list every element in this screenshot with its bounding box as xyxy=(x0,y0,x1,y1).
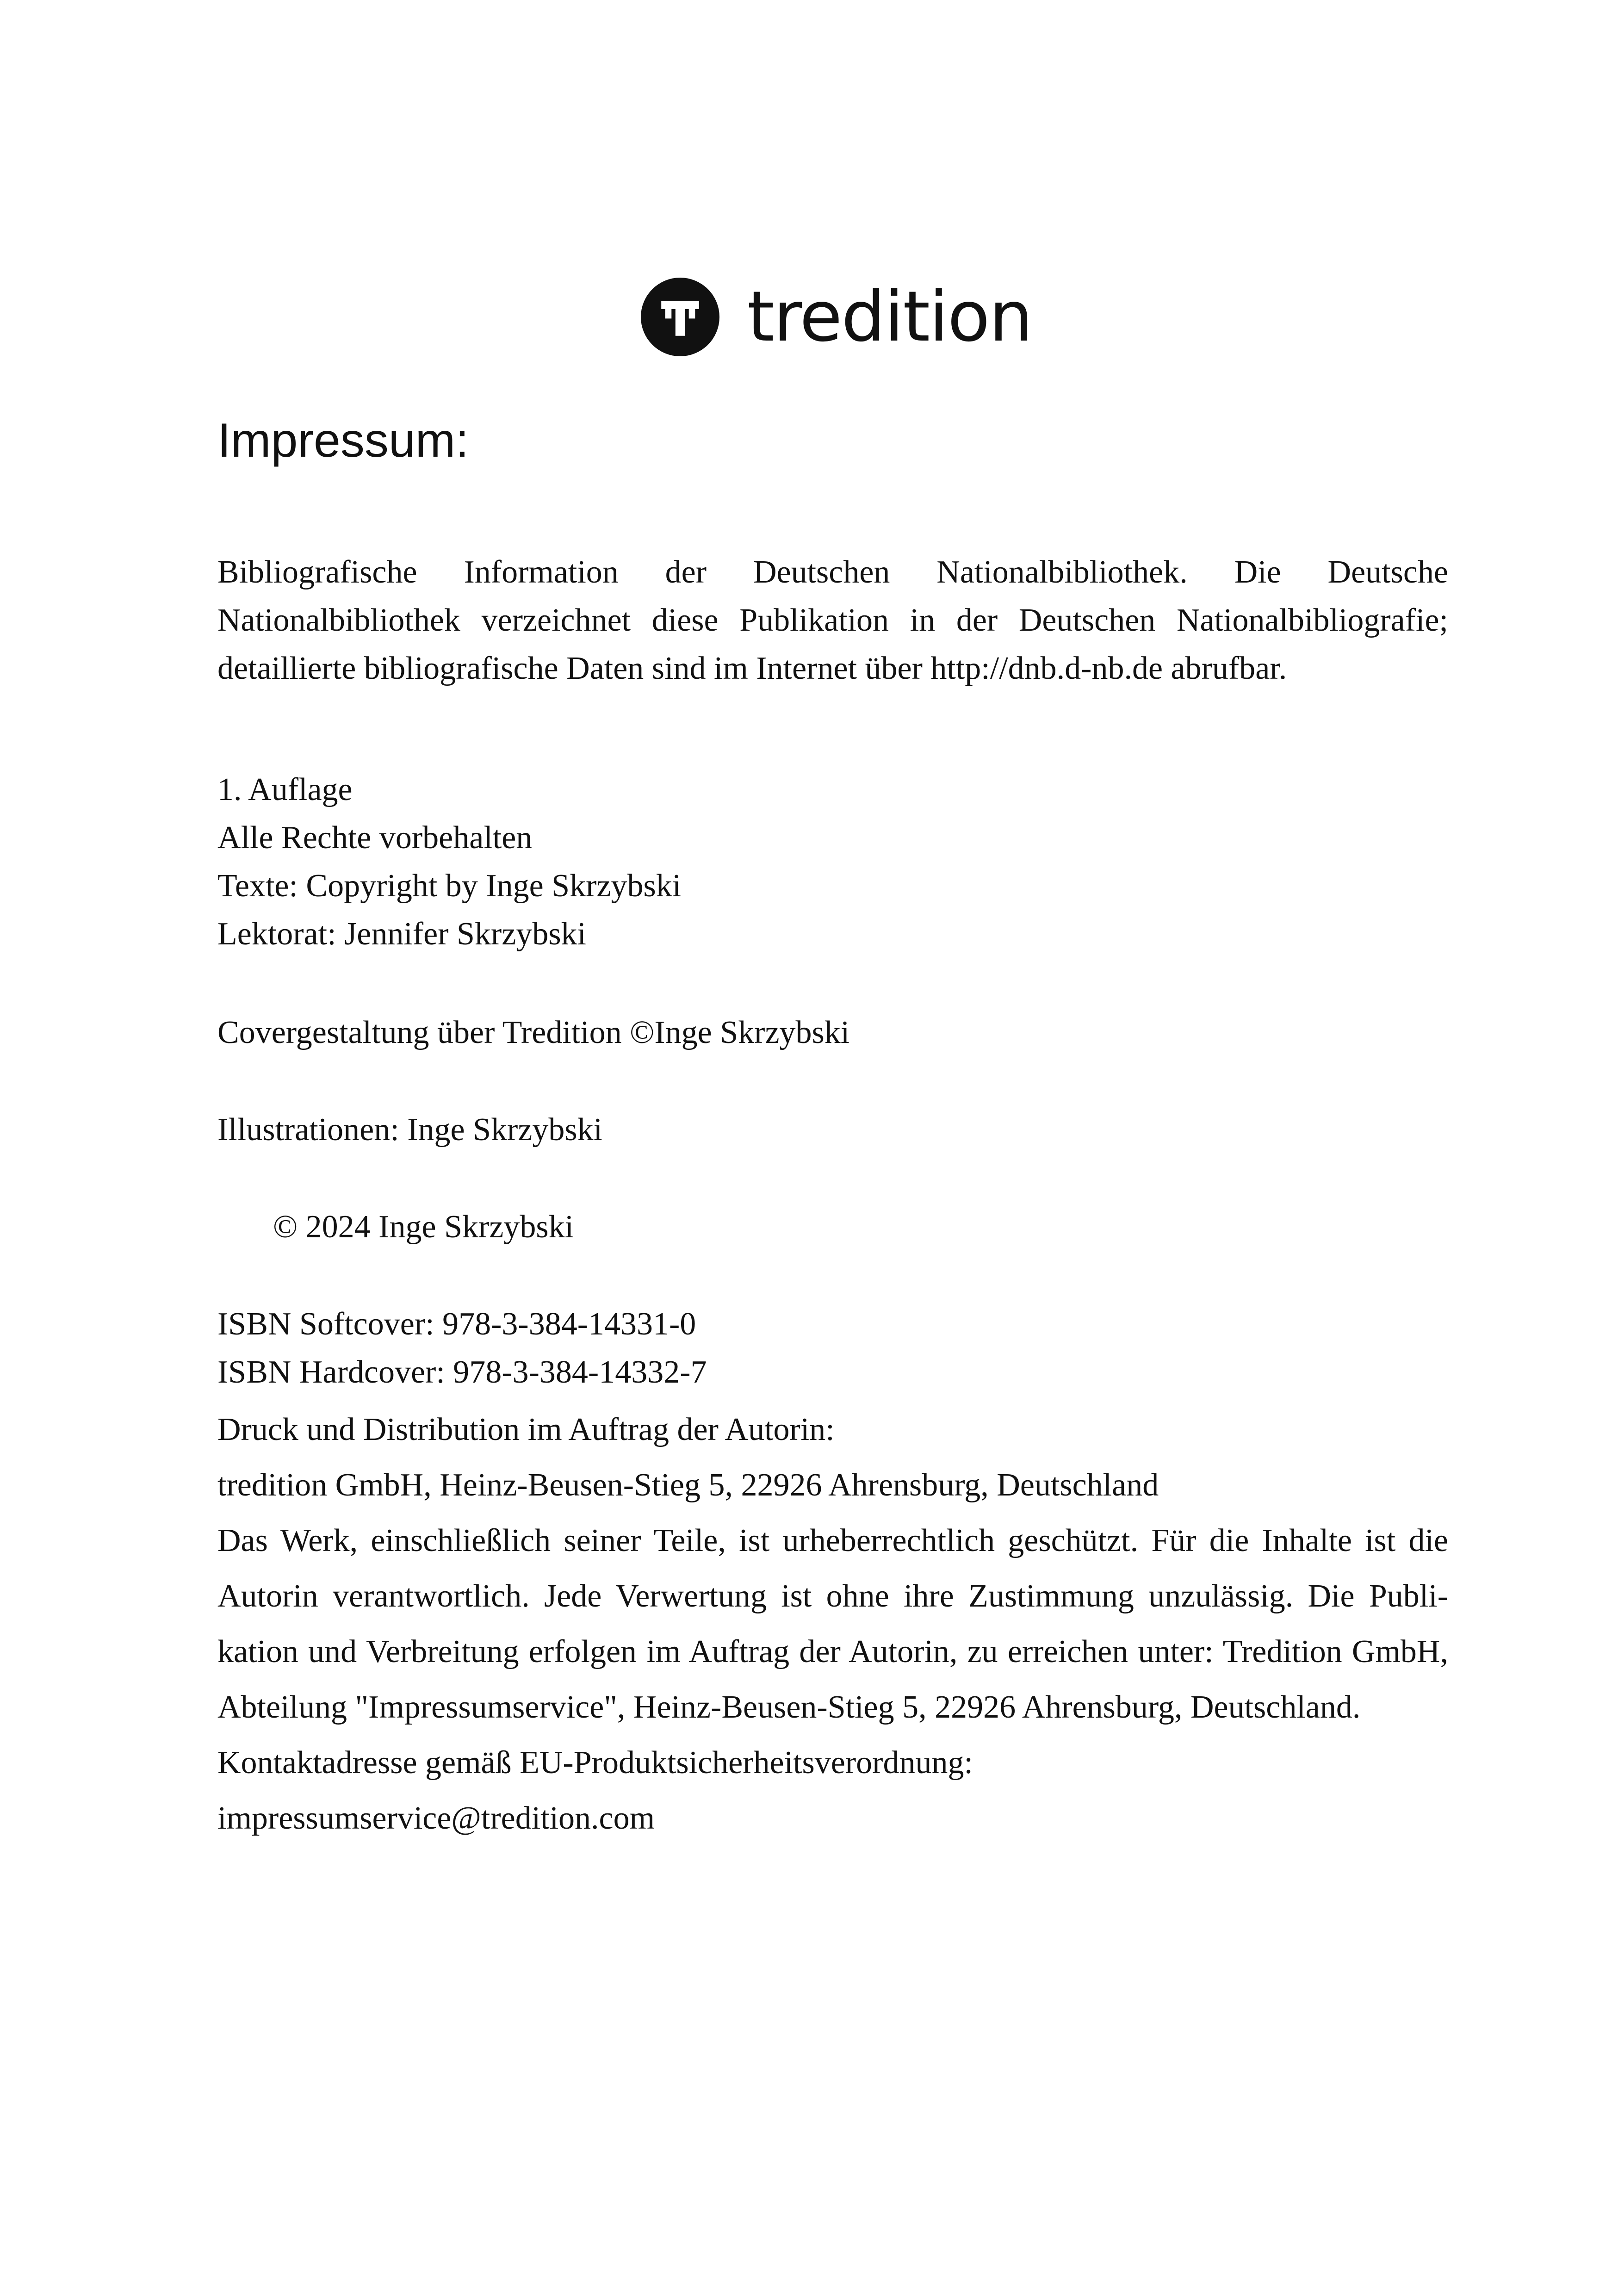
isbn-hardcover: ISBN Hardcover: 978-3-384-14332-7 xyxy=(217,1354,707,1390)
cover-design-line: Covergestaltung über Tredition ©Inge Skrzybski xyxy=(217,1015,850,1050)
legal-notice: Das Werk, einschließlich seiner Teile, ist urheberrechtlich geschützt. Für die Inhalte ist die Autorin verantwortlich. Jede Verwertung ist ohne ihre Zustimmung unzulässig. Die Publikation und Verbreitung erfolgen im Auftrag der Autorin, zu erreichen unter: Tredition GmbH, Abteilung "Impressumservice", Heinz-Beusen-Stieg 5, 22926 Ahrensburg, Deutschland. xyxy=(217,1523,1448,1725)
editing-line: Lektorat: Jennifer Skrzybski xyxy=(217,916,587,952)
bibliographic-information: Bibliografische Information der Deutschen Nationalbibliothek. Die Deutsche Nationalbibliothek verzeichnet diese Publikation in der Deutschen Nationalbibliografie; detaillierte bibliografische Daten sind im Internet über http://dnb.d-nb.de abrufbar. xyxy=(217,554,1448,686)
contact-label: Kontaktadresse gemäß EU-Produktsicherheitsverordnung: xyxy=(217,1745,973,1781)
page-title: Impressum: xyxy=(217,414,469,467)
tredition-logo xyxy=(641,273,1032,361)
publisher-address: tredition GmbH, Heinz-Beusen-Stieg 5, 22926 Ahrensburg, Deutschland xyxy=(217,1467,1159,1503)
isbn-softcover: ISBN Softcover: 978-3-384-14331-0 xyxy=(217,1306,696,1342)
publisher-block xyxy=(217,1402,1448,1846)
copyright-line: © 2024 Inge Skrzybski xyxy=(273,1209,574,1245)
texts-copyright-line: Texte: Copyright by Inge Skrzybski xyxy=(217,868,682,904)
edition-credits xyxy=(217,766,1448,958)
isbn-block xyxy=(217,1300,1448,1396)
rights-line: Alle Rechte vorbehalten xyxy=(217,820,533,856)
print-distribution-line: Druck und Distribution im Auftrag der Autorin: xyxy=(217,1412,835,1447)
tredition-logo-icon xyxy=(641,278,719,356)
tredition-wordmark: tredition xyxy=(747,277,1032,357)
contact-email: impressumservice@tredition.com xyxy=(217,1800,655,1836)
illustrations-line: Illustrationen: Inge Skrzybski xyxy=(217,1112,603,1148)
edition-line: 1. Auflage xyxy=(217,772,353,807)
